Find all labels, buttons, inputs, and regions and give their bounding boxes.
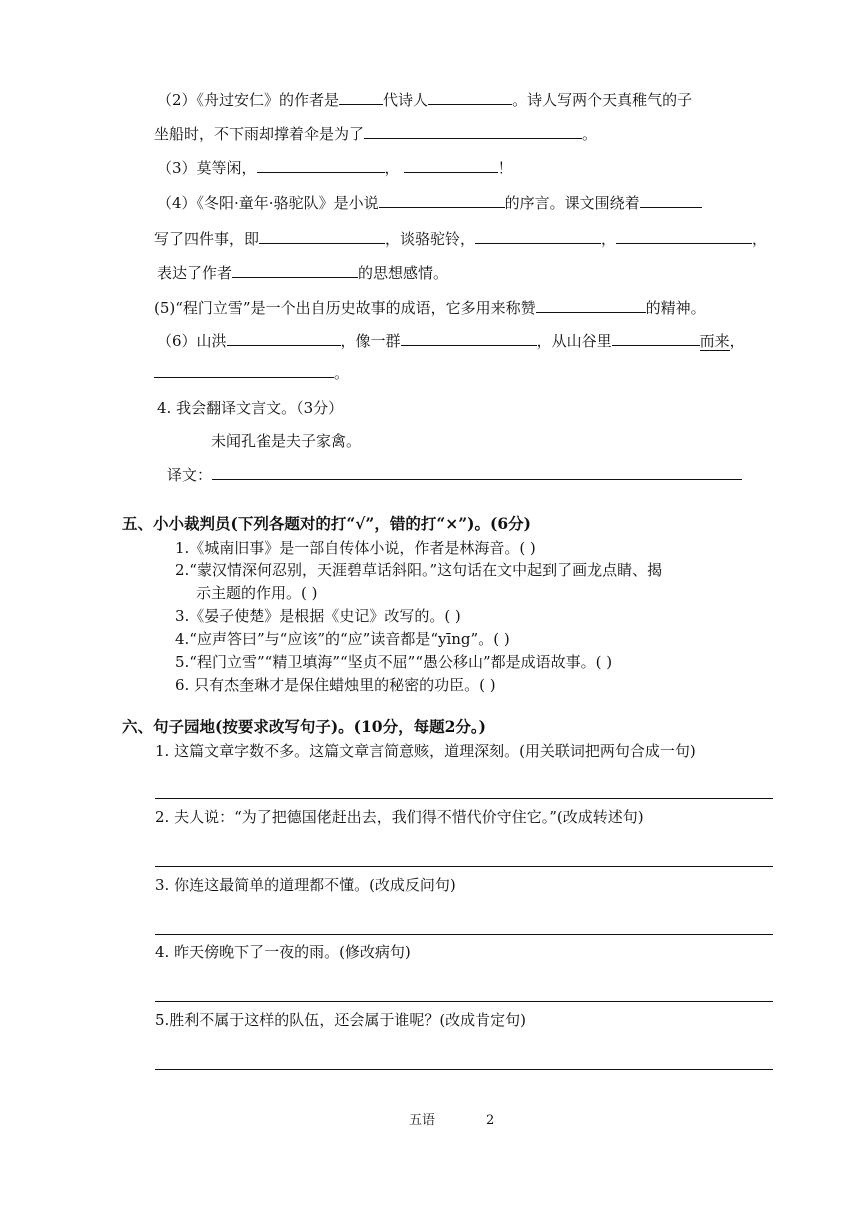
blank-topic[interactable]: [640, 192, 702, 208]
blank-flood-3[interactable]: [612, 330, 700, 346]
blank-poet[interactable]: [428, 89, 512, 105]
answer-line[interactable]: [155, 798, 773, 799]
page-number: 2: [486, 1113, 495, 1128]
judge-item: 5.“程门立雪”“精卫填海”“坚贞不屈”“愚公移山”都是成语故事。( ): [175, 653, 613, 671]
blank-q3-1[interactable]: [257, 157, 385, 173]
q4-translation-row: 译文：: [167, 464, 742, 485]
blank-umbrella-reason[interactable]: [364, 123, 582, 139]
judge-item: 1.《城南旧事》是一部自传体小说，作者是林海音。( ): [175, 539, 536, 557]
translation-answer-line[interactable]: [212, 464, 742, 480]
answer-line[interactable]: [155, 934, 773, 935]
judge-item: 3.《晏子使楚》是根据《史记》改写的。( ): [175, 607, 461, 625]
sentence-task: 5.胜利不属于这样的队伍，还会属于谁呢？(改成肯定句): [155, 1011, 527, 1029]
q4-classical-text: 未闻孔雀是夫子家禽。: [211, 432, 362, 450]
blank-feelings[interactable]: [232, 262, 358, 278]
q2-line-1: （2）《舟过安仁》的作者是 代诗人 。诗人写两个天真稚气的子: [157, 91, 693, 109]
q4-fill-line-1: （4）《冬阳·童年·骆驼队》是小说 的序言。课文围绕着: [157, 192, 702, 213]
q5-line: (5)“程门立雪”是一个出自历史故事的成语，它多用来称赞 的精神。: [154, 299, 706, 317]
blank-flood-2[interactable]: [401, 330, 537, 346]
section-6-heading: 六、句子园地(按要求改写句子)。(10分，每题2分。): [122, 717, 486, 736]
footer-subject: 五语: [409, 1113, 436, 1128]
blank-event-1[interactable]: [259, 228, 385, 244]
sentence-task: 1. 这篇文章字数不多。这篇文章言简意赅，道理深刻。(用关联词把两句合成一句): [155, 742, 696, 760]
judge-item: 2.“蒙汉情深何忍别，天涯碧草话斜阳。”这句话在文中起到了画龙点睛、揭: [175, 561, 663, 579]
sentence-task: 4. 昨天傍晚下了一夜的雨。(修改病句): [155, 943, 411, 961]
blank-flood-4[interactable]: [154, 362, 334, 378]
section-5-heading: 五、小小裁判员(下列各题对的打“√”，错的打“×”)。(6分): [122, 514, 531, 533]
blank-event-4[interactable]: [616, 228, 752, 244]
judge-item: 4.“应声答曰”与“应该”的“应”读音都是“yīng”。( ): [175, 630, 510, 648]
blank-spirit[interactable]: [536, 297, 646, 313]
sentence-task: 3. 你连这最简单的道理都不懂。(改成反问句): [155, 876, 456, 894]
answer-line[interactable]: [155, 1001, 773, 1002]
sentence-task: 2. 夫人说：“为了把德国佬赶出去，我们得不惜代价守住它。”(改成转述句): [155, 808, 644, 826]
q2-line-2: 坐船时，不下雨却撑着伞是为了 。: [154, 125, 598, 143]
judge-item-cont: 示主题的作用。( ): [196, 584, 318, 602]
blank-event-3[interactable]: [475, 228, 601, 244]
judge-item: 6. 只有杰奎琳才是保住蜡烛里的秘密的功臣。( ): [175, 676, 496, 694]
q6-line-2: 。: [154, 362, 349, 383]
q4-translate-title: 4. 我会翻译文言文。（3分）: [157, 399, 344, 417]
q4-fill-line-3: 表达了作者 的思想感情。: [157, 264, 449, 282]
blank-flood-1[interactable]: [227, 330, 341, 346]
answer-line[interactable]: [155, 1069, 773, 1070]
blank-dynasty[interactable]: [339, 89, 383, 105]
blank-novel-title[interactable]: [379, 192, 505, 208]
q4-fill-line-2: 写了四件事，即 ，谈骆驼铃， ， ，: [154, 230, 768, 248]
q3-line: （3）莫等闲， ， ！: [157, 159, 513, 177]
blank-q3-2[interactable]: [404, 157, 498, 173]
answer-line[interactable]: [155, 866, 773, 867]
q6-line-1: （6）山洪 ，像一群 ，从山谷里 而来，: [157, 332, 745, 350]
